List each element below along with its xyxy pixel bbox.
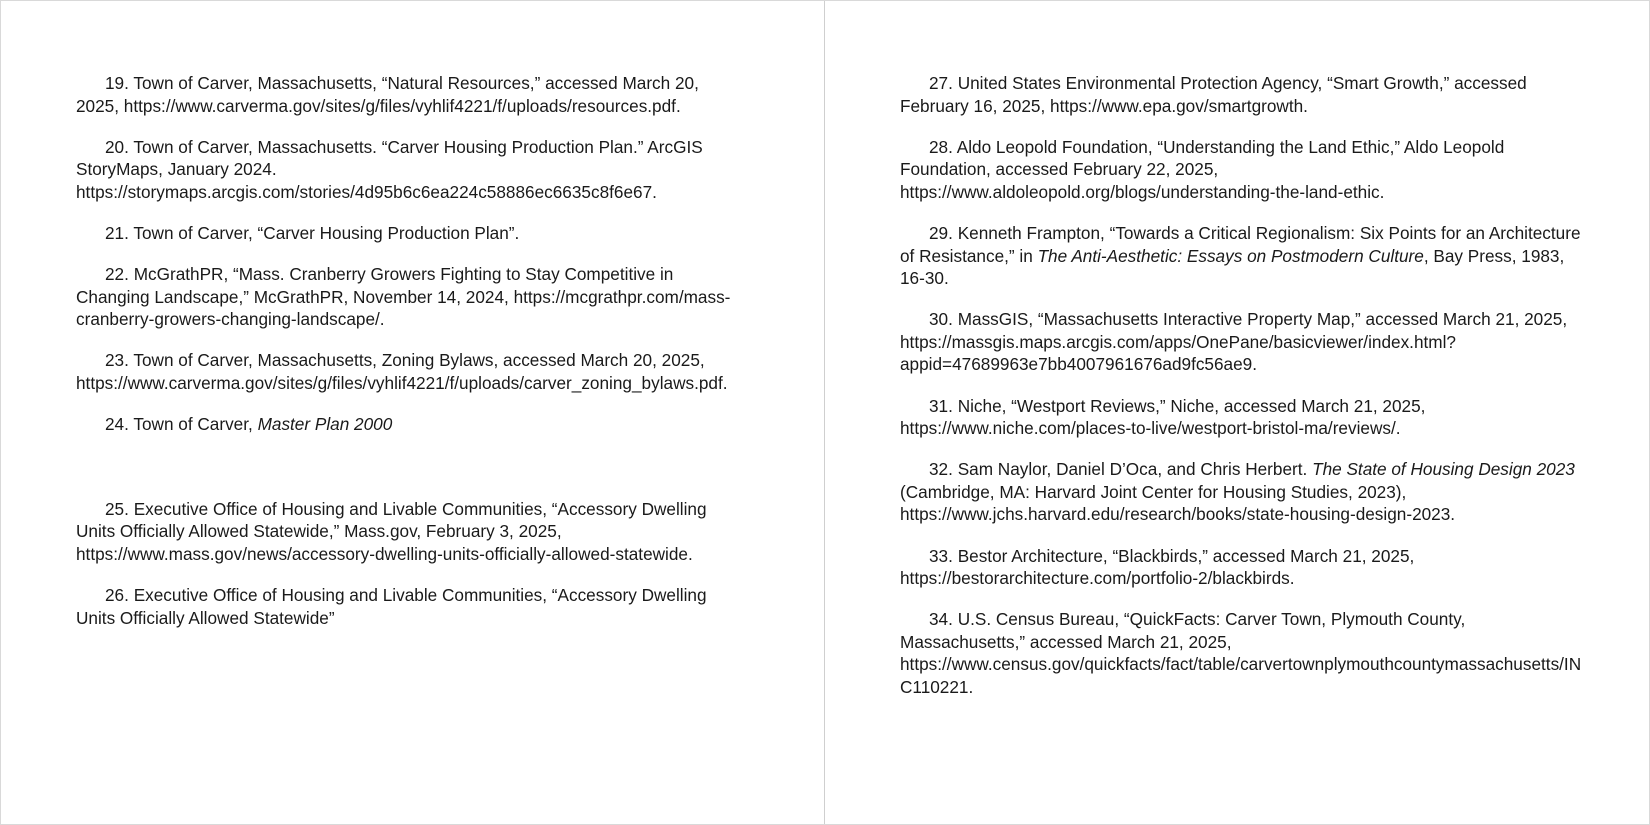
endnote-25 [76, 498, 744, 566]
right-page [825, 1, 1649, 824]
left-page [1, 1, 825, 824]
endnote-34 [900, 608, 1587, 698]
endnote-number: 32. [929, 459, 953, 480]
endnote-26 [76, 584, 744, 629]
endnote-21 [76, 222, 744, 245]
endnote-number: 30. [929, 309, 953, 330]
endnote-number: 20. [105, 136, 129, 157]
endnote-text: Town of Carver, Massachusetts. “Carver Housing Production Plan.” ArcGIS StoryMaps, January 2024. https://storymaps.arcgis.com/stories/4d95b6c6ea224c58886ec6635c8f6e67. [76, 136, 703, 202]
endnote-number: 22. [105, 264, 129, 285]
endnote-28 [900, 136, 1587, 204]
endnote-number: 23. [105, 350, 129, 371]
endnote-text: Niche, “Westport Reviews,” Niche, accessed March 21, 2025, https://www.niche.com/places-to-live/westport-bristol-ma/reviews/. [900, 395, 1426, 439]
endnote-text: Kenneth Frampton, “Towards a Critical Regionalism: Six Points for an Architecture of Resistance,” in [900, 222, 1581, 266]
endnote-number: 26. [105, 584, 129, 605]
endnote-19 [76, 72, 744, 117]
endnote-number: 33. [929, 545, 953, 566]
endnote-text: Town of Carver, [133, 414, 258, 435]
endnote-text: MassGIS, “Massachusetts Interactive Property Map,” accessed March 21, 2025, https://massgis.maps.arcgis.com/apps/OnePane/basicviewer/index.html?appid=47689963e7bb4007961676ad9fc56ae9. [900, 309, 1568, 375]
endnote-text: United States Environmental Protection Agency, “Smart Growth,” accessed February 16, 2025, https://www.epa.gov/smartgrowth. [900, 73, 1527, 116]
endnote-title-italic: The State of Housing Design 2023 [1312, 459, 1575, 480]
endnote-22 [76, 263, 744, 331]
endnote-20 [76, 136, 744, 204]
endnote-23 [76, 349, 744, 394]
endnote-32 [900, 458, 1587, 526]
endnote-number: 29. [929, 222, 953, 243]
endnote-text: Bestor Architecture, “Blackbirds,” accessed March 21, 2025, https://bestorarchitecture.com/portfolio-2/blackbirds. [900, 545, 1415, 589]
endnote-29 [900, 222, 1587, 290]
endnote-31 [900, 395, 1587, 440]
endnote-33 [900, 545, 1587, 590]
endnote-text-after: , Bay Press, 1983, 16-30. [900, 245, 1565, 289]
endnote-text: Town of Carver, “Carver Housing Production Plan”. [133, 222, 520, 243]
endnote-title-italic: Master Plan 2000 [257, 414, 393, 435]
endnote-number: 25. [105, 498, 129, 519]
endnote-number: 24. [105, 414, 129, 435]
endnote-number: 34. [929, 609, 953, 630]
endnote-text-after: (Cambridge, MA: Harvard Joint Center for Housing Studies, 2023), https://www.jchs.harvard.edu/research/books/state-housing-design-2023. [900, 481, 1456, 525]
endnote-text: U.S. Census Bureau, “QuickFacts: Carver Town, Plymouth County, Massachusetts,” accessed March 21, 2025, https://www.census.gov/quickfacts/fact/table/carvertownplymouthcountymassachusetts/INC110221. [900, 609, 1582, 697]
endnote-number: 28. [929, 136, 953, 157]
endnote-30 [900, 308, 1587, 376]
endnote-number: 27. [929, 73, 953, 93]
endnote-text: Aldo Leopold Foundation, “Understanding the Land Ethic,” Aldo Leopold Foundation, accessed February 22, 2025, https://www.aldoleopold.org/blogs/understanding-the-land-ethic. [900, 136, 1505, 202]
endnote-number: 21. [105, 222, 129, 243]
endnote-text: Executive Office of Housing and Livable Communities, “Accessory Dwelling Units Officially Allowed Statewide,” Mass.gov, February 3, 2025, https://www.mass.gov/news/accessory-dwelling-units-officially-allowed-statewide. [76, 498, 707, 564]
endnote-text: Town of Carver, Massachusetts, Zoning Bylaws, accessed March 20, 2025, https://www.carverma.gov/sites/g/files/vyhlif4221/f/uploads/carver_zoning_bylaws.pdf. [76, 350, 728, 393]
endnote-text: Executive Office of Housing and Livable Communities, “Accessory Dwelling Units Officially Allowed Statewide” [76, 584, 707, 628]
endnote-title-italic: The Anti-Aesthetic: Essays on Postmodern Culture [1037, 245, 1424, 266]
endnote-text: Town of Carver, Massachusetts, “Natural Resources,” accessed March 20, 2025, https://www.carverma.gov/sites/g/files/vyhlif4221/f/uploads/resources.pdf. [76, 73, 699, 116]
endnote-text: McGrathPR, “Mass. Cranberry Growers Fighting to Stay Competitive in Changing Landscape,” McGrathPR, November 14, 2024, https://mcgrathpr.com/mass-cranberry-growers-changing-landscape/. [76, 264, 731, 330]
endnote-number: 31. [929, 395, 953, 416]
endnote-text: Sam Naylor, Daniel D’Oca, and Chris Herbert. [957, 459, 1313, 480]
endnote-24 [76, 413, 744, 436]
endnote-number: 19. [105, 73, 129, 93]
endnote-27 [900, 72, 1587, 117]
